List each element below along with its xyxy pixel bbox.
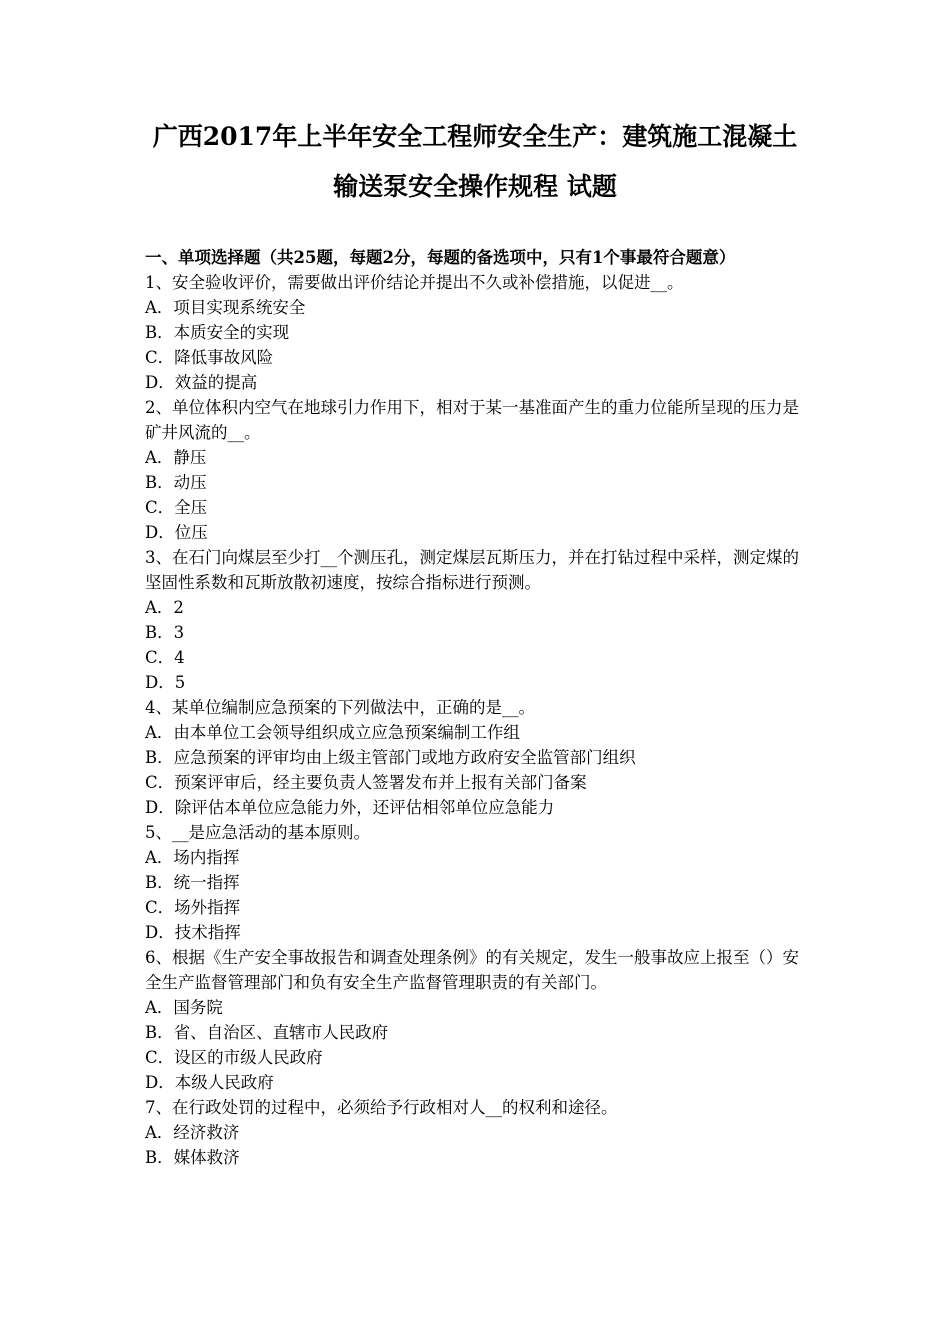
option-c: C．4 bbox=[145, 648, 185, 667]
question-stem: 1、安全验收评价，需要做出评价结论并提出不久或补偿措施，以促进__。 bbox=[145, 273, 684, 292]
option-a: A．项目实现系统安全 bbox=[145, 298, 306, 317]
option-a: A．国务院 bbox=[145, 998, 223, 1017]
option-b: B．3 bbox=[145, 623, 185, 642]
option-c: C．设区的市级人民政府 bbox=[145, 1048, 323, 1067]
option-d: D．效益的提高 bbox=[145, 373, 258, 392]
question-2 bbox=[145, 395, 810, 545]
question-7 bbox=[145, 1095, 810, 1170]
option-a: A．2 bbox=[145, 598, 184, 617]
question-stem: 3、在石门向煤层至少打__个测压孔，测定煤层瓦斯压力，并在打钻过程中采样，测定煤的坚固性系数和瓦斯放散初速度，按综合指标进行预测。 bbox=[145, 548, 799, 592]
option-b: B．动压 bbox=[145, 473, 207, 492]
option-d: D．位压 bbox=[145, 523, 208, 542]
question-stem: 5、__是应急活动的基本原则。 bbox=[145, 823, 370, 842]
document-body bbox=[145, 245, 810, 1170]
question-5 bbox=[145, 820, 810, 945]
question-stem: 2、单位体积内空气在地球引力作用下，相对于某一基准面产生的重力位能所呈现的压力是矿井风流的__。 bbox=[145, 398, 799, 442]
option-b: B．应急预案的评审均由上级主管部门或地方政府安全监管部门组织 bbox=[145, 748, 636, 767]
option-c: C．预案评审后，经主要负责人签署发布并上报有关部门备案 bbox=[145, 773, 587, 792]
question-1 bbox=[145, 270, 810, 395]
question-stem: 6、根据《生产安全事故报告和调查处理条例》的有关规定，发生一般事故应上报至（）安全生产监督管理部门和负有安全生产监督管理职责的有关部门。 bbox=[145, 948, 799, 992]
option-d: D．技术指挥 bbox=[145, 923, 241, 942]
document-title-line-2: 输送泵安全操作规程 试题 bbox=[333, 172, 617, 201]
option-b: B．媒体救济 bbox=[145, 1148, 240, 1167]
option-b: B．统一指挥 bbox=[145, 873, 240, 892]
question-6 bbox=[145, 945, 810, 1095]
question-4 bbox=[145, 695, 810, 820]
option-d: D．5 bbox=[145, 673, 186, 692]
question-stem: 7、在行政处罚的过程中，必须给予行政相对人__的权利和途径。 bbox=[145, 1098, 618, 1117]
option-b: B．本质安全的实现 bbox=[145, 323, 290, 342]
section-heading: 一、单项选择题（共25题，每题2分，每题的备选项中，只有1个事最符合题意） bbox=[145, 248, 736, 267]
option-a: A．经济救济 bbox=[145, 1123, 240, 1142]
option-c: C．降低事故风险 bbox=[145, 348, 274, 367]
option-a: A．由本单位工会领导组织成立应急预案编制工作组 bbox=[145, 723, 520, 742]
question-3 bbox=[145, 545, 810, 695]
document-title-line-1: 广西2017年上半年安全工程师安全生产：建筑施工混凝土 bbox=[152, 122, 798, 151]
option-b: B．省、自治区、直辖市人民政府 bbox=[145, 1023, 389, 1042]
question-stem: 4、某单位编制应急预案的下列做法中，正确的是__。 bbox=[145, 698, 535, 717]
option-c: C．场外指挥 bbox=[145, 898, 241, 917]
option-a: A．静压 bbox=[145, 448, 207, 467]
option-d: D．除评估本单位应急能力外，还评估相邻单位应急能力 bbox=[145, 798, 555, 817]
option-d: D．本级人民政府 bbox=[145, 1073, 274, 1092]
option-a: A．场内指挥 bbox=[145, 848, 240, 867]
option-c: C．全压 bbox=[145, 498, 208, 517]
